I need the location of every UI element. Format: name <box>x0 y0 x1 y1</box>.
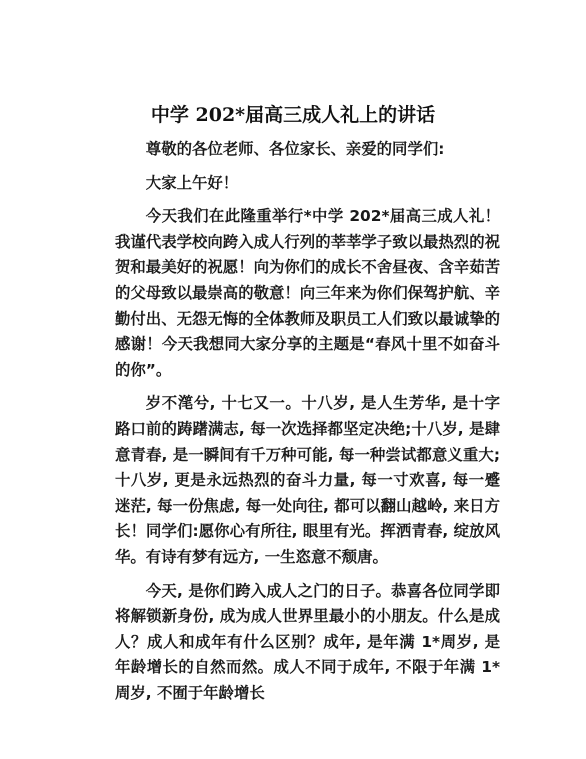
greeting: 大家上午好！ <box>145 173 239 192</box>
document-body <box>115 137 500 706</box>
paragraph: 今天我们在此隆重举行*中学 202*届高三成人礼！我谨代表学校向跨入成人行列的莘莘学子致以最热烈的祝贺和最美好的祝愿！向为你们的成长不舍昼夜、含辛茹苦的父母致以最崇高的敬意！向三年来为你们保驾护航、辛勤付出、无怨无悔的全体教师及职员工人们致以最诚挚的感谢！今天我想同大家分享的主题是“春风十里不如奋斗的你”。 <box>115 207 500 379</box>
page-title: 中学 202*届高三成人礼上的讲话 <box>150 104 436 126</box>
salutation: 尊敬的各位老师、各位家长、亲爱的同学们: <box>145 140 445 158</box>
paragraph: 岁不滗兮, 十七又一。十八岁, 是人生芳华, 是十字路口前的踌躇满志, 每一次选择都坚定决绝;十八岁, 是肆意青春, 是一瞬间有千万种可能, 每一种尝试都意义重大;十八岁, 更是永远热烈的奋斗力量, 每一寸欢喜, 每一蹙迷茫, 每一份焦虑, 每一处向往, 都可以翻山越岭, 来日方长！同学们:愿你心有所往, 眼里有光。挥洒青春, 绽放风华。有诗有梦有远方, 一生恣意不颓唐。 <box>115 394 500 566</box>
paragraph: 今天, 是你们跨入成人之门的日子。恭喜各位同学即将解锁新身份, 成为成人世界里最小的小朋友。什么是成人？成人和成年有什么区别？成年, 是年满 1*周岁, 是年龄增长的自然而然。成人不同于成年, 不限于年满 1*周岁, 不囿于年龄增长 <box>115 581 500 702</box>
